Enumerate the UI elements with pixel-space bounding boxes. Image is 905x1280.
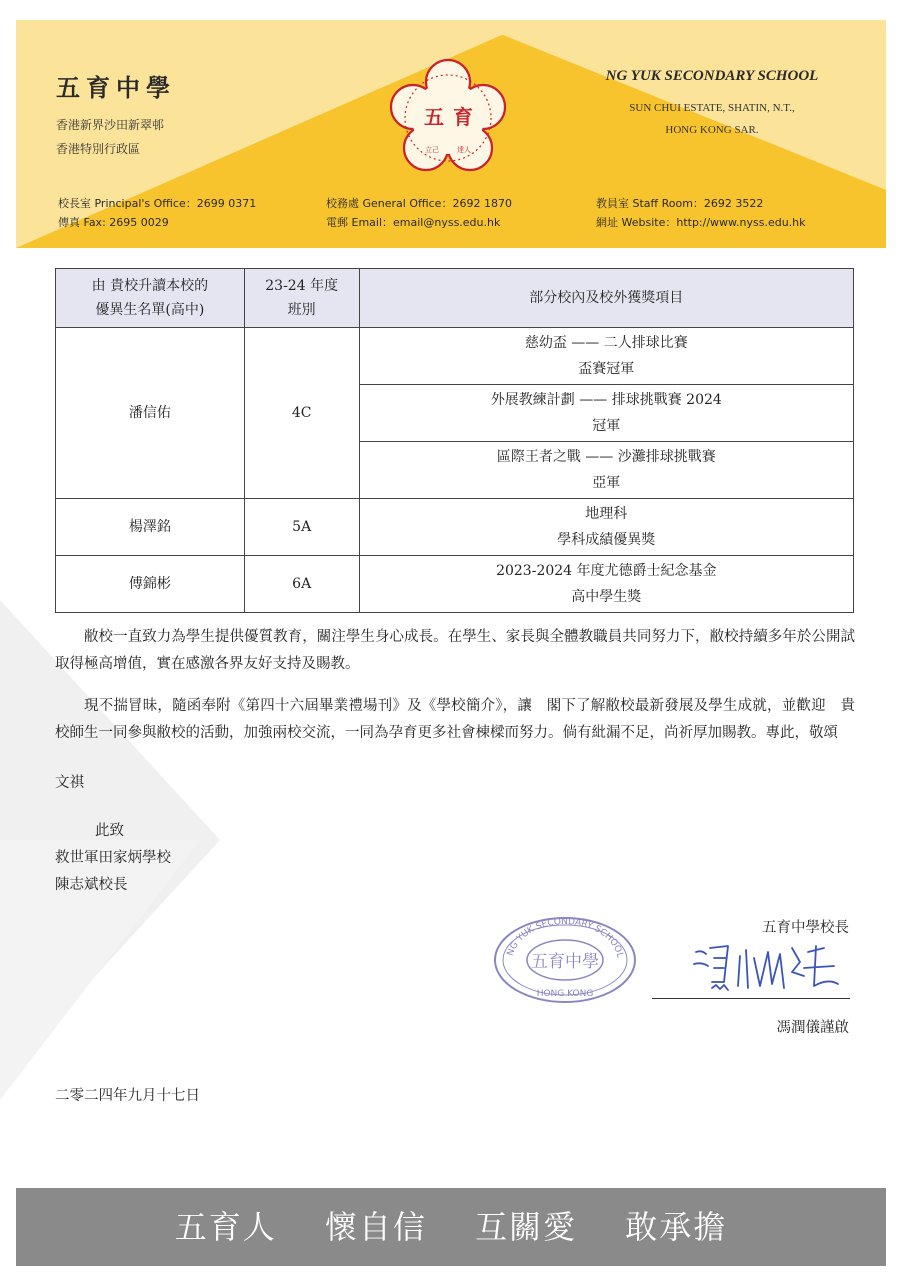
svg-text:立己: 立己	[425, 146, 439, 154]
motto-2: 懷自信	[324, 1208, 427, 1246]
address-cn-line1: 香港新界沙田新翠邨	[56, 118, 165, 132]
address-en-line1: SUN CHUI ESTATE, SHATIN, N.T.,	[629, 102, 795, 114]
general-office-phone: 校務處 General Office：2692 1870	[326, 197, 512, 210]
table-header-row	[56, 269, 854, 328]
address-en-line2: HONG KONG SAR.	[665, 124, 759, 136]
principal-office-phone: 校長室 Principal's Office：2699 0371	[58, 197, 257, 210]
body-paragraph-2: 現不揣冒昧，隨函奉附《第四十六屆畢業禮場刊》及《學校簡介》，讓 閣下了解敝校最新發展及學生成就，並歡迎 貴校師生一同參與敝校的活動，加強兩校交流，一同為孕育更多社會棟樑而努力。倘有紕漏不足，尚祈厚加賜教。專此，敬頌	[55, 698, 855, 741]
svg-text:五育中學: 五育中學	[531, 952, 599, 972]
motto-1: 五育人	[174, 1208, 277, 1246]
school-logo	[388, 58, 508, 173]
award-item: 2023-2024 年度尤德爵士紀念基金 高中學生獎	[359, 556, 853, 613]
address-cn-line2: 香港特別行政區	[56, 142, 141, 156]
student-class: 6A	[244, 556, 359, 613]
website-url: 網址 Website：http://www.nyss.edu.hk	[596, 216, 806, 229]
svg-text:達人: 達人	[457, 146, 471, 154]
school-info-cn	[56, 68, 176, 161]
footer-motto-banner	[16, 1188, 886, 1266]
school-name-en: NG YUK SECONDARY SCHOOL	[605, 68, 819, 84]
signatory-title: 五育中學校長	[762, 920, 849, 936]
school-name-cn: 五育中學	[56, 73, 176, 102]
body-paragraph-1: 敝校一直致力為學生提供優質教育，關注學生身心成長。在學生、家長與全體教職員共同努力下，敝校持續多年於公開試取得極高增值，實在感激各界友好支持及賜教。	[55, 629, 855, 672]
svg-text:五: 五	[424, 105, 444, 129]
contact-general	[326, 194, 512, 232]
awards-table	[55, 268, 854, 613]
student-name: 潘信佑	[56, 328, 245, 499]
student-class: 4C	[244, 328, 359, 499]
student-class: 5A	[244, 499, 359, 556]
email-address: 電郵 Email：email@nyss.edu.hk	[326, 216, 501, 229]
header-awards: 部分校內及校外獲獎項目	[359, 269, 853, 328]
table-row	[56, 328, 854, 385]
staff-room-phone: 教員室 Staff Room：2692 3522	[596, 197, 764, 210]
svg-text:NG YUK SECONDARY SCHOOL: NG YUK SECONDARY SCHOOL	[505, 916, 625, 959]
salutation: 文祺	[55, 775, 84, 791]
contact-principal	[58, 194, 256, 232]
svg-text:育: 育	[453, 105, 473, 129]
handwritten-signature	[688, 938, 848, 996]
svg-text:HONG KONG: HONG KONG	[536, 989, 594, 999]
signatory-name: 馮潤儀謹啟	[776, 1020, 849, 1036]
to-line: 此致	[95, 823, 124, 839]
school-stamp	[492, 912, 638, 1004]
student-name: 楊澤銘	[56, 499, 245, 556]
contact-staff	[596, 194, 806, 232]
motto-4: 敢承擔	[625, 1208, 728, 1246]
award-item: 慈幼盃 —— 二人排球比賽 盃賽冠軍	[359, 328, 853, 385]
signature-line	[652, 998, 850, 999]
table-row	[56, 556, 854, 613]
letterhead	[16, 20, 886, 248]
table-row	[56, 499, 854, 556]
header-student-name: 由 貴校升讀本校的 優異生名單(高中)	[56, 269, 245, 328]
motto-3: 互關愛	[475, 1208, 578, 1246]
recipient-name: 陳志斌校長	[55, 877, 128, 893]
recipient-school: 救世軍田家炳學校	[55, 850, 171, 866]
student-name: 傅錦彬	[56, 556, 245, 613]
header-class: 23-24 年度 班別	[244, 269, 359, 328]
fax-number: 傳真 Fax: 2695 0029	[58, 216, 169, 229]
award-item: 區際王者之戰 —— 沙灘排球挑戰賽 亞軍	[359, 442, 853, 499]
school-info-en	[582, 68, 842, 141]
award-item: 外展教練計劃 —— 排球挑戰賽 2024 冠軍	[359, 385, 853, 442]
award-item: 地理科 學科成績優異獎	[359, 499, 853, 556]
letter-date: 二零二四年九月十七日	[55, 1088, 200, 1104]
